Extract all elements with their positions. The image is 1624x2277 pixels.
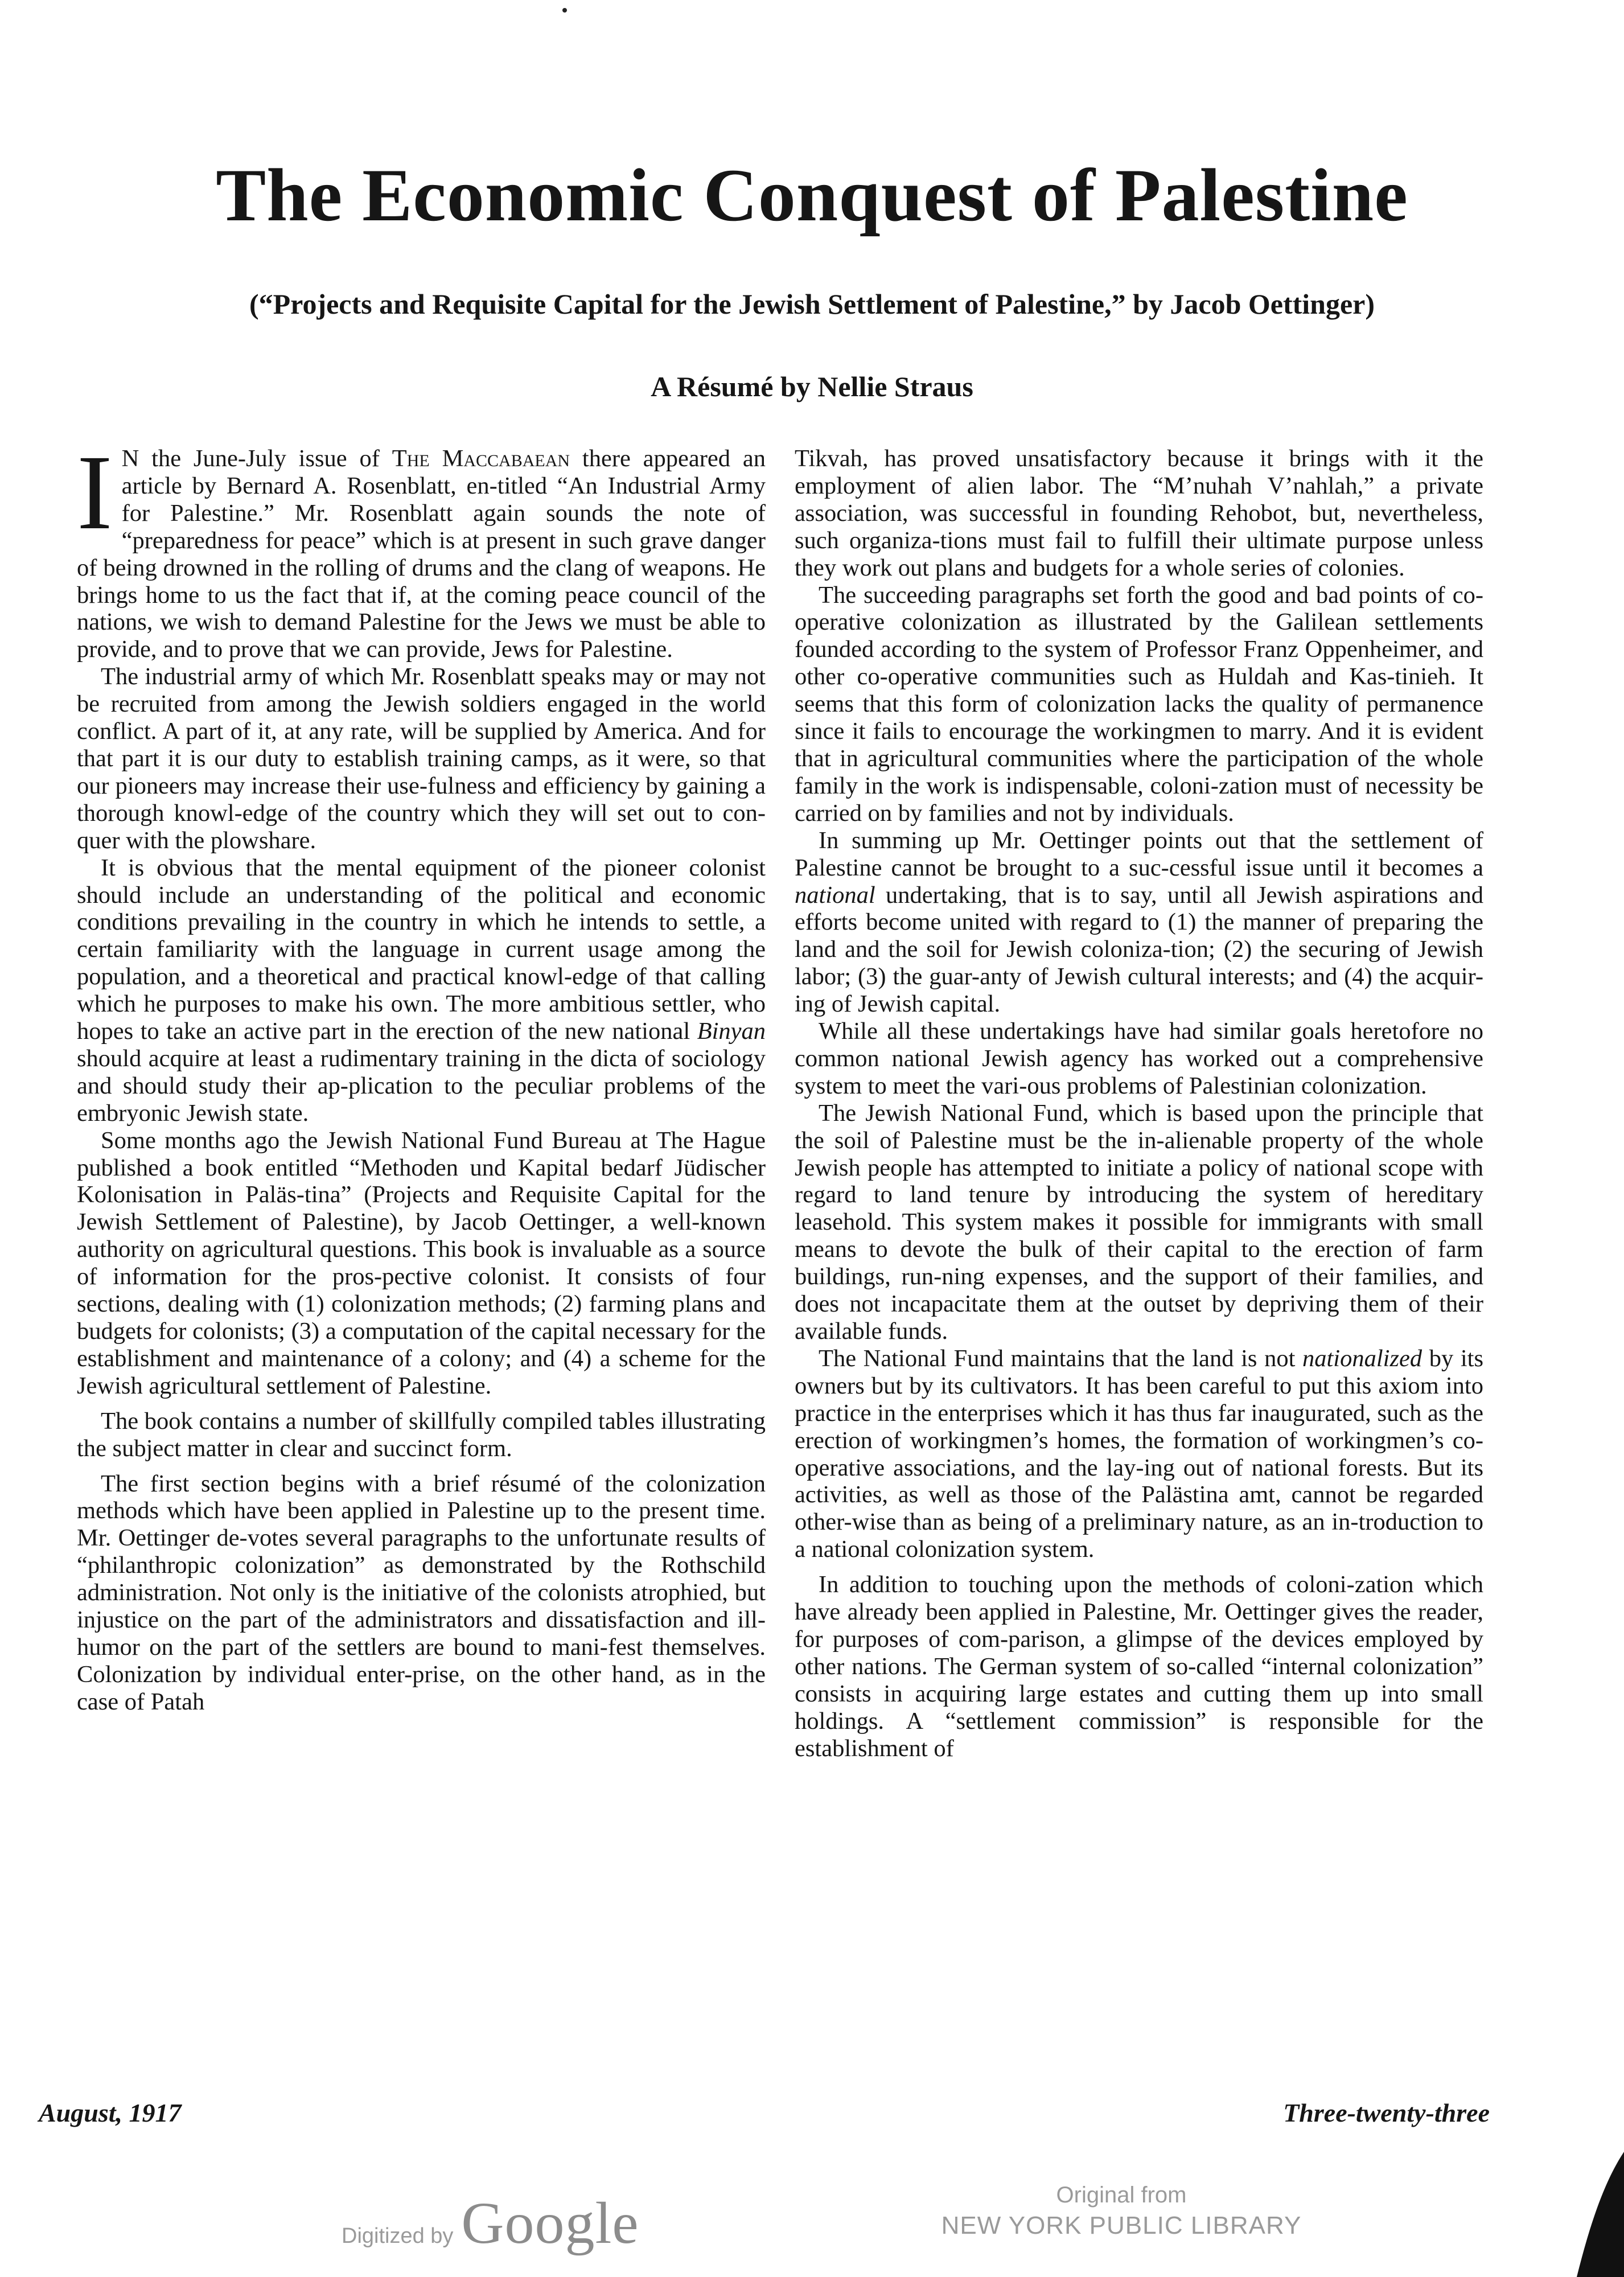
library-name: NEW YORK PUBLIC LIBRARY <box>941 2212 1302 2239</box>
magazine-name: The Maccabaean <box>392 445 570 472</box>
library-attribution <box>922 2180 1321 2242</box>
article-title: The Economic Conquest of Palestine <box>216 153 1408 237</box>
paragraph: The book contains a number of skillfully compiled tables illustrating the subject matter in clear and succinct form. <box>77 1407 766 1462</box>
paragraph-text: In summing up Mr. Oettinger points out that the settlement of Palestine cannot be brought to a suc-cessful issue until it becomes a <box>795 827 1483 881</box>
page-curl-shadow <box>1565 2146 1624 2277</box>
paragraph-text: It is obvious that the mental equipment of the pioneer colonist should include an understanding of the political and economic conditions prevailing in the country in which he intends to settle, a certain familiarity with the language in current usage among the population, and a theoretical and practical knowl-edge of that calling which he purposes to make his own. The more ambitious settler, who hopes to take an active part in the erection of the new national <box>77 854 766 1045</box>
article-byline: A Résumé by Nellie Straus <box>651 371 973 402</box>
paragraph <box>795 827 1483 1018</box>
paragraph-text: by its owners but by its cultivators. It has been careful to put this axiom into practice in the enterprises which it has thus far inaugurated, such as the erection of workingmen’s homes, the formation of workingmen’s co-operative associations, and the lay-ing out of national forests. But its activities, as well as those of the Palästina amt, cannot be regarded other-wise than as being of a preliminary nature, as an in-troduction to a national colonization system. <box>795 1345 1484 1563</box>
paragraph: The Jewish National Fund, which is based upon the principle that the soil of Palestine must be the in-alienable property of the whole Jewish people has attempted to initiate a policy of national scope with regard to land tenure by introducing the system of hereditary leasehold. This system makes it possible for immigrants with small means to devote the bulk of their capital to the erection of farm buildings, run-ning expenses, and the support of their families, and does not incapacitate them at the outset by depriving them of their available funds. <box>795 1099 1483 1345</box>
paragraph: Tikvah, has proved unsatisfactory because it brings with it the employment of alien labor. The “M’nuhah V’nahlah,” a private association, was successful in founding Rehobot, but, nevertheless, such organiza-tions must fail to fulfill their ultimate purpose unless they work out plans and budgets for a whole series of colonies. <box>795 445 1483 581</box>
digitized-by-label: Digitized by <box>342 2224 454 2248</box>
digitized-by-watermark <box>342 2189 639 2257</box>
right-column <box>795 445 1483 1762</box>
paragraph: While all these undertakings have had similar goals heretofore no common national Jewish agency has worked out a comprehensive system to meet the vari-ous problems of Palestinian colonization. <box>795 1018 1483 1099</box>
drop-cap: I <box>77 433 113 552</box>
paragraph: The first section begins with a brief résumé of the colonization methods which have been applied in Palestine up to the present time. Mr. Oettinger de-votes several paragraphs to the unfortunate results of “philanthropic colonization” as demonstrated by the Rothschild administration. Not only is the initiative of the colonists atrophied, but injustice on the part of the administrators and dissatisfaction and ill-humor on the part of the settlers are bound to mani-fest themselves. Colonization by individual enter-prise, on the other hand, as in the case of Patah <box>77 1470 766 1715</box>
speck-mark <box>562 8 567 13</box>
google-logo: Google <box>461 2190 639 2256</box>
left-column <box>77 433 766 1716</box>
paragraph-text: N the June-July issue of <box>121 445 392 472</box>
original-from-label: Original from <box>1056 2183 1187 2208</box>
article-subtitle: (“Projects and Requisite Capital for the Jewish Settlement of Palestine,” by Jacob Oettinger) <box>249 288 1375 320</box>
paragraph-text: undertaking, that is to say, until all Jewish aspirations and efforts become united with regard to (1) the manner of preparing the land and the soil for Jewish coloniza-tion; (2) the securing of Jewish labor; (3) the guar-anty of Jewish cultural interests; and (4) the acquir-ing of Jewish capital. <box>795 881 1483 1018</box>
paragraph: The succeeding paragraphs set forth the good and bad points of co-operative colonization as illustrated by the Galilean settlements founded according to the system of Professor Franz Oppenheimer, and other co-operative communities such as Huldah and Kas-tinieh. It seems that this form of colonization lacks the quality of permanence since it fails to encourage the workingmen to marry. And it is evident that in agricultural communities where the participation of the whole family in the work is indispensable, coloni-zation must of necessity be carried on by families and not by individuals. <box>795 581 1483 827</box>
paragraph-text: there appeared an article by Bernard A. Rosenblatt, en-titled “An Industrial Army for Palestine.” Mr. Rosenblatt again sounds the note of “preparedness for peace” which is at present in such grave danger of being drowned in the rolling of drums and the clang of weapons. He brings home to us the fact that if, at the coming peace council of the nations, we wish to demand Palestine for the Jews we must be able to provide, and to prove that we can provide, Jews for Palestine. <box>77 445 766 663</box>
paragraph <box>795 1345 1483 1563</box>
paragraph-text: should acquire at least a rudimentary training in the dicta of sociology and should study their ap-plication to the peculiar problems of the embryonic Jewish state. <box>77 1045 766 1127</box>
paragraph <box>77 854 766 1127</box>
paragraph: In addition to touching upon the methods of coloni-zation which have already been applied in Palestine, Mr. Oettinger gives the reader, for purposes of com-parison, a glimpse of the devices employed by other nations. The German system of so-called “internal colonization” consists in acquiring large estates and cutting them up into small holdings. A “settlement commission” is responsible for the establishment of <box>795 1571 1483 1762</box>
paragraph: Some months ago the Jewish National Fund Bureau at The Hague published a book entitled “Methoden und Kapital bedarf Jüdischer Kolonisation in Paläs-tina” (Projects and Requisite Capital for the Jewish Settlement of Palestine), by Jacob Oettinger, a well-known authority on agricultural questions. This book is invaluable as a source of information for the pros-pective colonist. It consists of four sections, dealing with (1) colonization methods; (2) farming plans and budgets for colonists; (3) a computation of the capital necessary for the establishment and maintenance of a colony; and (4) a scheme for the Jewish agricultural settlement of Palestine. <box>77 1127 766 1399</box>
paragraph <box>77 433 766 663</box>
paragraph: The industrial army of which Mr. Rosenblatt speaks may or may not be recruited from among the Jewish soldiers engaged in the world conflict. A part of it, at any rate, will be supplied by America. And for that part it is our duty to establish training camps, as it were, so that our pioneers may increase their use-fulness and efficiency by gaining a thorough knowl-edge of the country which they will set out to con-quer with the plowshare. <box>77 663 766 854</box>
paragraph-text: The National Fund maintains that the land is not <box>819 1345 1302 1372</box>
emphasis-text: nationalized <box>1302 1345 1422 1372</box>
emphasis-text: national <box>795 881 875 909</box>
issue-date: August, 1917 <box>39 2098 182 2127</box>
emphasis-text: Binyan <box>697 1018 766 1045</box>
page-number: Three-twenty-three <box>1283 2098 1490 2127</box>
